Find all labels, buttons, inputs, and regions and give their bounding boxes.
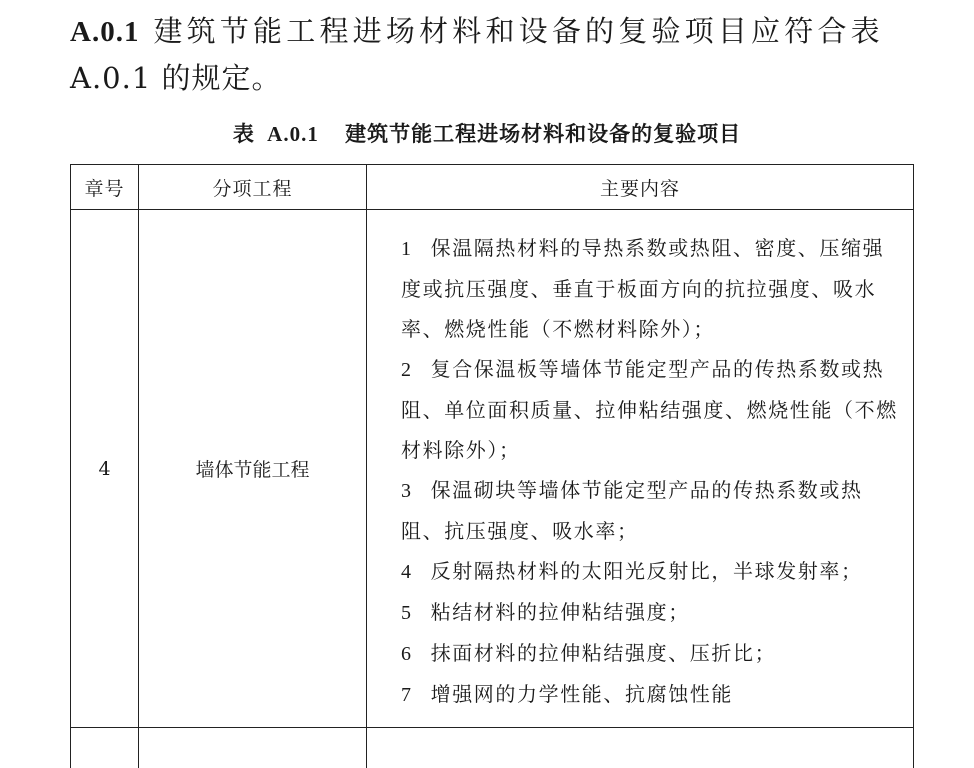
content-item-2: 2 复合保温板等墙体节能定型产品的传热系数或热阻、单位面积质量、拉伸粘结强度、燃烧性能（不燃材料除外）； <box>377 349 903 470</box>
partial-cell <box>71 728 139 768</box>
clause-text-line-2: A.0.1 的规定。 <box>70 55 920 101</box>
clause-text-line-1: 建筑节能工程进场材料和设备的复验项目应符合表 <box>153 14 883 48</box>
partial-cell <box>367 728 914 768</box>
content-item-7: 7 增强网的力学性能、抗腐蚀性能 <box>377 674 903 715</box>
table-row-partial <box>71 728 914 768</box>
content-item-6: 6 抹面材料的拉伸粘结强度、压折比； <box>377 633 903 674</box>
clause-paragraph <box>70 8 920 101</box>
clause-number: A.0.1 <box>70 16 139 48</box>
partial-cell <box>139 728 367 768</box>
table-row <box>71 210 914 728</box>
header-project: 分项工程 <box>139 165 367 210</box>
content-item-3: 3 保温砌块等墙体节能定型产品的传热系数或热阻、抗压强度、吸水率； <box>377 470 903 551</box>
project-cell: 墙体节能工程 <box>139 210 367 728</box>
table-header-row <box>71 165 914 210</box>
table-title-number: A.0.1 <box>267 122 319 146</box>
header-content: 主要内容 <box>367 165 914 210</box>
header-chapter: 章号 <box>71 165 139 210</box>
clause-line-1 <box>70 8 920 55</box>
content-item-4: 4 反射隔热材料的太阳光反射比，半球发射率； <box>377 551 903 592</box>
table-title <box>0 118 974 148</box>
table-title-text: 建筑节能工程进场材料和设备的复验项目 <box>345 122 741 146</box>
retest-items-table <box>70 164 914 768</box>
content-cell <box>367 210 914 728</box>
content-item-5: 5 粘结材料的拉伸粘结强度； <box>377 592 903 633</box>
chapter-cell: 4 <box>71 210 139 728</box>
content-item-1: 1 保温隔热材料的导热系数或热阻、密度、压缩强度或抗压强度、垂直于板面方向的抗拉强度、吸水率、燃烧性能（不燃材料除外）； <box>377 228 903 349</box>
table-title-prefix: 表 <box>233 122 255 146</box>
